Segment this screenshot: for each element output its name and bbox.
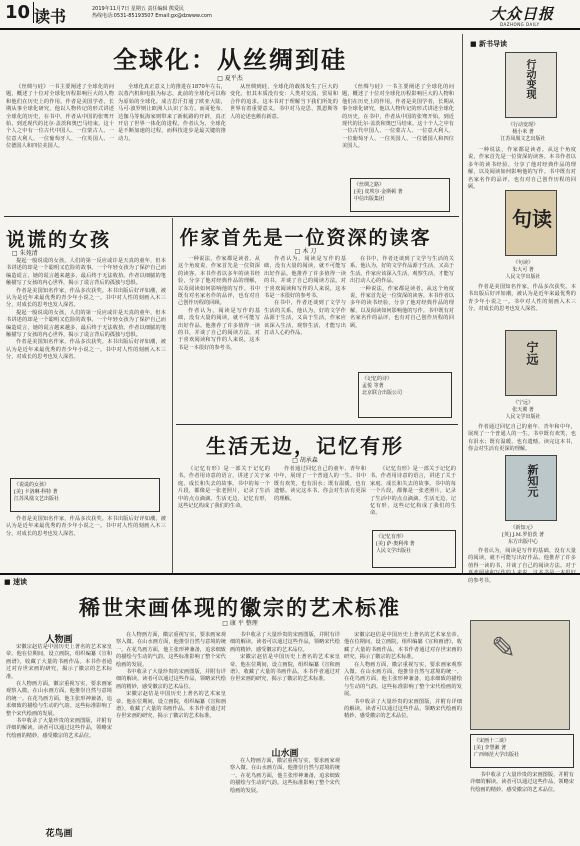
book-blurb-2: 作者是美国知名作家，作品多次获奖。本书出版后好评如潮，被认为是近年来最优秀的青少年小说之一。书中对人性的刻画入木三分，对成长的思考也发人深省。 <box>468 284 576 313</box>
brush-stroke-icon: ✎ <box>491 631 517 666</box>
book-blurb-3: 作者通过回忆自己的童年、青年和中年，展现了一个普通人的一生。书中既有欢笑，也有泪水；既有温暖，也有遗憾。读完这本书，你会对生活有更深的理解。 <box>468 424 576 453</box>
book-cover-2: 句读 <box>505 190 557 256</box>
article5-column-3: 书中收录了大量珍贵的宋画图版，并附有详细的解读。读者可以通过这些作品，领略宋代绘画的精妙，感受徽宗的艺术品位。 宋徽宗赵佶是中国历史上著名的艺术家皇帝。他在位期间，设立画院，组织编纂《宣和画谱》，收藏了大量的书画作品。本书作者通过对存世宋画的研究，揭示了徽宗的艺术标准。 <box>230 632 340 683</box>
section-divider <box>0 573 580 575</box>
masthead-logo: 大众日报 <box>490 5 555 23</box>
article4-column-3: 《记忆有形》是一部关于记忆的书。作者用诗意的语言，讲述了关于家庭、成长和失去的故事。书中的每一个片段，都像是一张老照片，记录了生活中的点点滴滴。生活无边，记忆有形，这些记忆构成了我们的生命。 <box>370 466 456 517</box>
sidebar-divider <box>462 34 463 574</box>
lead-title: 全球化：从丝绸到硅 <box>113 45 347 74</box>
article3-book-info: 《记忆的诗》 孟悦 等著 北京联合出版公司 <box>358 372 452 418</box>
article5-column-5: 书中收录了大量珍贵的宋画图版，并附有详细的解读。读者可以通过这些作品，领略宋代绘画的精妙，感受徽宗的艺术品位。 <box>470 772 574 793</box>
book-cover-3: 宁远 <box>505 330 557 396</box>
article3-column-2: 作者认为，阅读是写作的基础，没有大量的阅读，就不可能写出好作品。他推荐了许多值得一读的书，并谈了自己的阅读方法。对于喜欢阅读和写作的人来说，这本书是一本很好的参考书。 在书中，作者还谈到了文学与生活的关系。他认为，好的文学作品源于生活，又高于生活。作家应该深入生活，观察生活，才能写出打动人心的作品。 <box>264 256 346 337</box>
article5-author: □ 康 平 整理 <box>222 620 258 627</box>
book-meta-3: 《宁远》 张天翼 著 人民文学出版社 <box>505 400 541 420</box>
article4-book-info: 《记忆有形》 [美] 萨·奥利弗 著 人民文学出版社 <box>372 530 456 568</box>
article3-title: 作家首先是一位资深的读客 <box>179 227 432 249</box>
divider <box>4 216 459 217</box>
lead-column-1: 《丝绸与硅》一书主要阐述了全球化的问题，概述了十位对全球化历程影响巨大的人物和他们在历史上的作用。作者是美国学者，长期从事全球化研究，他以人物传记的形式讲述全球化的历史，在书中，作者从中国的张骞开始，到近现代的比尔·盖茨和奥巴马结束。这十个人之中有一位古代中国人、一位蒙古人、一位意大利人、一位葡萄牙人、一位英国人、一位德国人和四位美国人。 <box>6 84 114 150</box>
article4-column-2: 作者通过回忆自己的童年、青年和中年，展现了一个普通人的一生。书中既有欢笑，也有泪水；既有温暖，也有遗憾。读完这本书，你会对生活有更深的理解。 <box>274 466 366 502</box>
article2-title: 说谎的女孩 <box>6 229 112 251</box>
article2-book-info: 《说谎的女孩》 [美] 卡洛琳·科特 著 江苏凤凰文艺出版社 <box>10 478 160 512</box>
article5-column-2: 在人物画方面，徽宗重视写实，要求画家观察入微。在山水画方面，他推崇自然与意境的统一。在花鸟画方面，他主张形神兼备，追求细致的描绘与生动的气韵。这些标准影响了整个宋代绘画的发展。 书中收录了大量珍贵的宋画图版，并附有详细的解读。读者可以通过这些作品，领略宋代绘画的精妙，感受徽宗的艺术品位。 宋徽宗赵佶是中国历史上著名的艺术家皇帝。他在位期间，设立画院，组织编纂《宣和画谱》，收藏了大量的书画作品。本书作者通过对存世宋画的研究，揭示了徽宗的艺术标准。 <box>116 632 226 720</box>
subhead-landscape: 山水画 <box>271 749 299 759</box>
divider <box>176 424 458 425</box>
subhead-figure-painting: 人物画 <box>45 635 73 645</box>
article3-author: □ 木 刀 <box>294 248 317 255</box>
section-name: 读书 <box>34 7 67 26</box>
article4-column-1: 《记忆有形》是一部关于记忆的书。作者用诗意的语言，讲述了关于家庭、成长和失去的故事。书中的每一个片段，都像是一张老照片，记录了生活中的点点滴滴。生活无边，记忆有形，这些记忆构成了我们的生命。 <box>178 466 270 510</box>
article4-title: 生活无边，记忆有形 <box>206 434 404 458</box>
book-cover-4: 新知元 <box>505 455 557 521</box>
bottom-heading: ■ 速读 <box>4 578 28 586</box>
song-painting-image <box>470 620 570 730</box>
book-blurb-1: 一种说法，作家都是读者。从这个角度说，作家首先是一位资深的读客。本书作者以多年的读书经验，分享了他对经典作品的理解，以及阅读如何影响他的写作。书中既有对名家名作的品评，也有对自己创作历程的回顾。 <box>468 147 576 191</box>
page-number: 10 <box>5 2 34 23</box>
article4-author: □ 胡承森 <box>292 457 318 464</box>
article3-column-3: 在书中，作者还谈到了文学与生活的关系。他认为，好的文学作品源于生活，又高于生活。作家应该深入生活，观察生活，才能写出打动人心的作品。 一种说法，作家都是读者。从这个角度说，作家首先是一位资深的读客。本书作者以多年的读书经验，分享了他对经典作品的理解，以及阅读如何影响他的写作。书中既有对名家名作的品评，也有对自己创作历程的回顾。 <box>350 256 454 329</box>
article2-author: □ 朱苑清 <box>12 250 38 257</box>
subhead-bird-flower: 花鸟画 <box>45 829 73 839</box>
page-header <box>0 0 580 30</box>
article2-body-cont: 作者是美国知名作家，作品多次获奖。本书出版后好评如潮，被认为是近年来最优秀的青少年小说之一。书中对人性的刻画入木三分，对成长的思考也发人深省。 <box>6 516 166 537</box>
sidebar-heading: ■ 新书导读 <box>470 40 508 48</box>
article2-body: 提起一般说谎的女孩，人们的第一反应或许是天真的童年，但本书讲述的却是一个聪明又危险的故事。一个年轻女孩为了保护自己而编造谎言，她的谎言越来越多，最后终于无法收拾。作者以细腻的笔触描写了女孩的内心世界，揭示了谎言背后的孤独与恐惧。 作者是美国知名作家，作品多次获奖。本书出版后好评如潮，被认为是近年来最优秀的青少年小说之一。书中对人性的刻画入木三分，对成长的思考也发人深省。 提起一般说谎的女孩，人们的第一反应或许是天真的童年，但本书讲述的却是一个聪明又危险的故事。一个年轻女孩为了保护自己而编造谎言，她的谎言越来越多，最后终于无法收拾。作者以细腻的笔触描写了女孩的内心世界，揭示了谎言背后的孤独与恐惧。 作者是美国知名作家，作品多次获奖。本书出版后好评如潮，被认为是近年来最优秀的青少年小说之一。书中对人性的刻画入木三分，对成长的思考也发人深省。 <box>6 258 166 361</box>
article5-title: 稀世宋画体现的徽宗的艺术标准 <box>79 595 401 620</box>
issue-date: 2019年11月7日 星期五 责任编辑 熊爱民 <box>92 6 185 12</box>
book-meta-4: 《新知元》 [英] J.M.罗伯茨 著 东方出版中心 <box>502 525 544 545</box>
contact-line: 热线电话:0531-85193507 Email:gx@dzwww.com <box>92 13 212 19</box>
article3-column-1: 一种说法，作家都是读者。从这个角度说，作家首先是一位资深的读客。本书作者以多年的读书经验，分享了他对经典作品的理解，以及阅读如何影响他的写作。书中既有对名家名作的品评，也有对自己创作历程的回顾。 作者认为，阅读是写作的基础，没有大量的阅读，就不可能写出好作品。他推荐了许多值得一读的书，并谈了自己的阅读方法。对于喜欢阅读和写作的人来说，这本书是一本很好的参考书。 <box>178 256 260 351</box>
lead-column-2: 全球化真正意义上的推进在1870年左右，以蒸汽机和电报为标志，此前的全球化可以称为原始的全球化。成吉思汗打通了欧亚大陆，马可·波罗则让欧洲人认识了东方。而哥伦布、达伽马等航海家则带来了新航路的开辟，真正开启了世界一体化的进程。作者认为，全球化是不断加速的过程，而科技进步是最关键的推动力。 <box>118 84 226 142</box>
article5-column-1: 宋徽宗赵佶是中国历史上著名的艺术家皇帝。他在位期间，设立画院，组织编纂《宣和画谱》，收藏了大量的书画作品。本书作者通过对存世宋画的研究，揭示了徽宗的艺术标准。 在人物画方面，徽宗重视写实，要求画家观察入微。在山水画方面，他推崇自然与意境的统一。在花鸟画方面，他主张形神兼备，追求细致的描绘与生动的气韵。这些标准影响了整个宋代绘画的发展。 书中收录了大量珍贵的宋画图版，并附有详细的解读。读者可以通过这些作品，领略宋代绘画的精妙，感受徽宗的艺术品位。 <box>6 644 112 739</box>
lead-book-info: 《丝绸之路》 [美] 皮埃尔·金斯顿 著 中信出版集团 <box>350 178 450 212</box>
book-meta-1: 《行动变现》 杨小米 著 江苏凤凰文艺出版社 <box>500 122 546 142</box>
article5-column-3b: 在人物画方面，徽宗重视写实，要求画家观察入微。在山水画方面，他推崇自然与意境的统一。在花鸟画方面，他主张形神兼备，追求细致的描绘与生动的气韵。这些标准影响了整个宋代绘画的发展。 <box>230 758 340 794</box>
book-cover-1: 行动变现 <box>505 52 557 118</box>
article5-column-4: 宋徽宗赵佶是中国历史上著名的艺术家皇帝。他在位期间，设立画院，组织编纂《宣和画谱》，收藏了大量的书画作品。本书作者通过对存世宋画的研究，揭示了徽宗的艺术标准。 在人物画方面，徽宗重视写实，要求画家观察入微。在山水画方面，他推崇自然与意境的统一。在花鸟画方面，他主张形神兼备，追求细致的描绘与生动的气韵。这些标准影响了整个宋代绘画的发展。 书中收录了大量珍贵的宋画图版，并附有详细的解读。读者可以通过这些作品，领略宋代绘画的精妙，感受徽宗的艺术品位。 <box>344 632 462 720</box>
book-blurb-4: 作者认为，阅读是写作的基础，没有大量的阅读，就不可能写出好作品。他推荐了许多值得一读的书，并谈了自己的阅读方法。对于 的参考书。 <box>468 548 576 584</box>
lead-column-3: 从丝绸到硅，全球化的载体发生了巨大的变化，但其本质没有变：人类对交流、贸易和合作的追求。这本书对于理解当下我们所处的世界有着重要意义。书中对马克思、凯恩斯等人的论述也颇有新意。 <box>230 84 338 120</box>
article5-book-info: 《宋画十二谈》 [美] 李慧漱 著 广西师范大学出版社 <box>470 734 574 768</box>
masthead-english: DAZHONG DAILY <box>500 22 540 27</box>
lead-column-4: 《丝绸与硅》一书主要阐述了全球化的问题，概述了十位对全球化历程影响巨大的人物和他们在历史上的作用。作者是美国学者，长期从事全球化研究，他以人物传记的形式讲述全球化的历史，在书中，作者从中国的张骞开始，到近现代的比尔·盖茨和奥巴马结束。这十个人之中有一位古代中国人、一位蒙古人、一位意大利人、一位葡萄牙人、一位英国人、一位德国人和四位美国人。 <box>342 84 454 150</box>
lead-author: □ 夏平杰 <box>217 75 243 82</box>
column-divider <box>172 218 173 573</box>
book-meta-2: 《句读》 朱大可 著 人民文学出版社 <box>505 260 541 280</box>
issue-info <box>92 6 252 20</box>
